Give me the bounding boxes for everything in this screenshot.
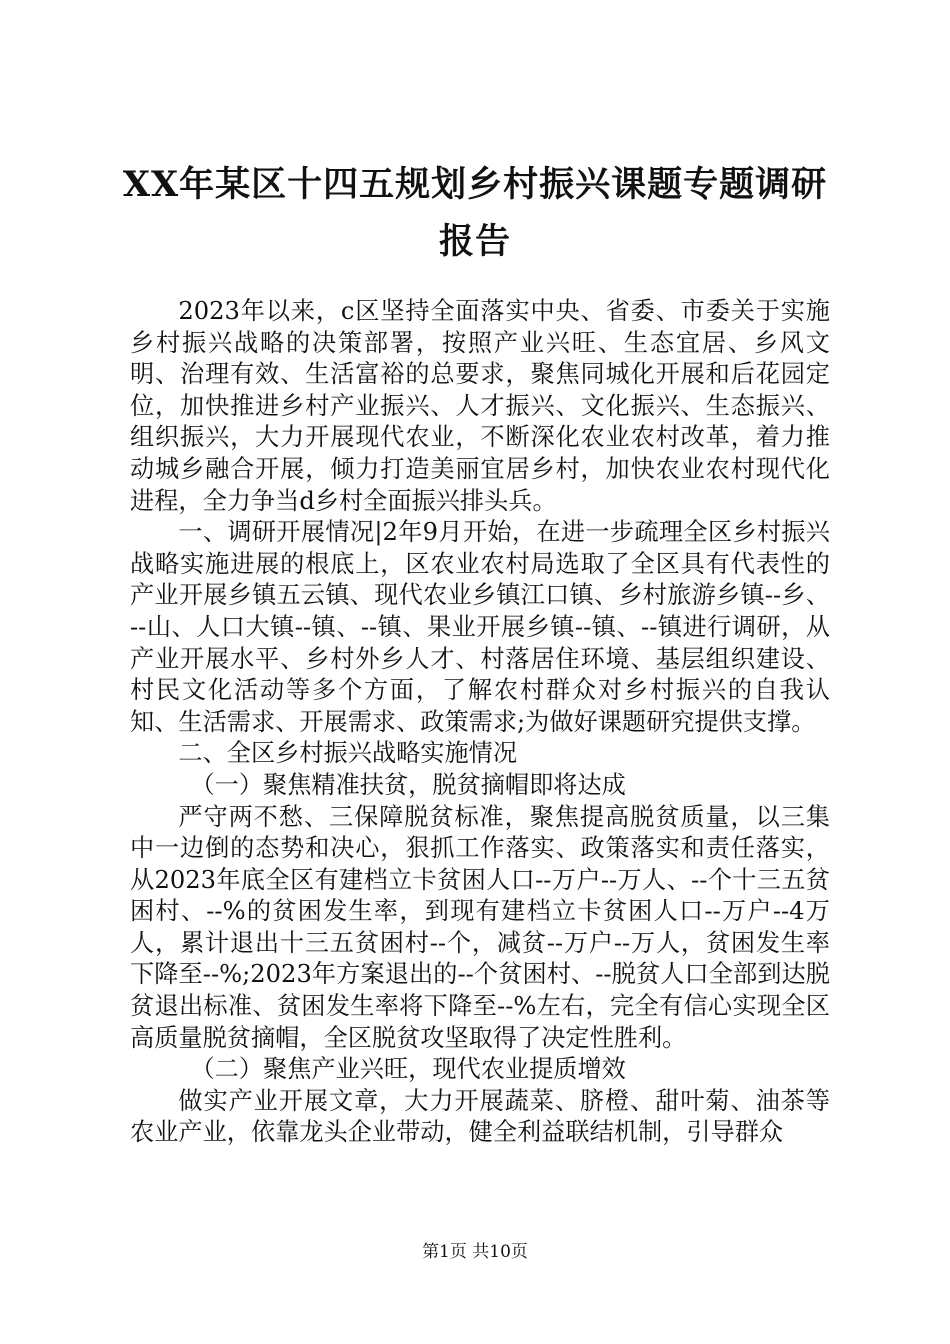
section1-paragraph: 一、调研开展情况|2年9月开始，在进一步疏理全区乡村振兴战略实施进展的根底上，区农业农村局选取了全区具有代表性的产业开展乡镇五云镇、现代农业乡镇江口镇、乡村旅游乡镇--乡、--山、人口大镇--镇、--镇、果业开展乡镇--镇、--镇进行调研，从产业开展水平、乡村外乡人才、村落居住环境、基层组织建设、村民文化活动等多个方面，了解农村群众对乡村振兴的自我认知、生活需求、开展需求、政策需求;为做好课题研究提供支撑。 — [130, 518, 830, 736]
page-footer: 第1页 共10页 — [422, 1242, 528, 1262]
section2-heading: 二、全区乡村振兴战略实施情况 — [178, 739, 518, 768]
subsection2-paragraph: 做实产业开展文章，大力开展蔬菜、脐橙、甜叶菊、油茶等农业产业，依靠龙头企业带动，健全利益联结机制，引导群众 — [130, 1086, 830, 1147]
document-title-line1: XX年某区十四五规划乡村振兴课题专题调研 — [122, 164, 828, 205]
document-title-line2: 报告 — [438, 221, 511, 262]
document-body — [130, 296, 830, 1149]
subsection1-heading: （一）聚焦精准扶贫，脱贫摘帽即将达成 — [190, 770, 626, 799]
subsection1-paragraph: 严守两不愁、三保障脱贫标准，聚焦提高脱贫质量，以三集中一边倒的态势和决心，狠抓工作落实、政策落实和责任落实，从2023年底全区有建档立卡贫困人口--万户--万人、--个十三五贫困村、--%的贫困发生率，到现有建档立卡贫困人口--万户--4万人，累计退出十三五贫困村--个，减贫--万户--万人，贫困发生率下降至--%;2023年方案退出的--个贫困村、--脱贫人口全部到达脱贫退出标准、贫困发生率将下降至--%左右，完全有信心实现全区高质量脱贫摘帽，全区脱贫攻坚取得了决定性胜利。 — [130, 802, 830, 1052]
subsection2-heading: （二）聚焦产业兴旺，现代农业提质增效 — [190, 1055, 626, 1084]
intro-paragraph: 2023年以来，c区坚持全面落实中央、省委、市委关于实施乡村振兴战略的决策部署，按照产业兴旺、生态宜居、乡风文明、治理有效、生活富裕的总要求，聚焦同城化开展和后花园定位，加快推进乡村产业振兴、人才振兴、文化振兴、生态振兴、组织振兴，大力开展现代农业，不断深化农业农村改革，着力推动城乡融合开展，倾力打造美丽宜居乡村，加快农业农村现代化进程，全力争当d乡村全面振兴排头兵。 — [130, 297, 830, 515]
